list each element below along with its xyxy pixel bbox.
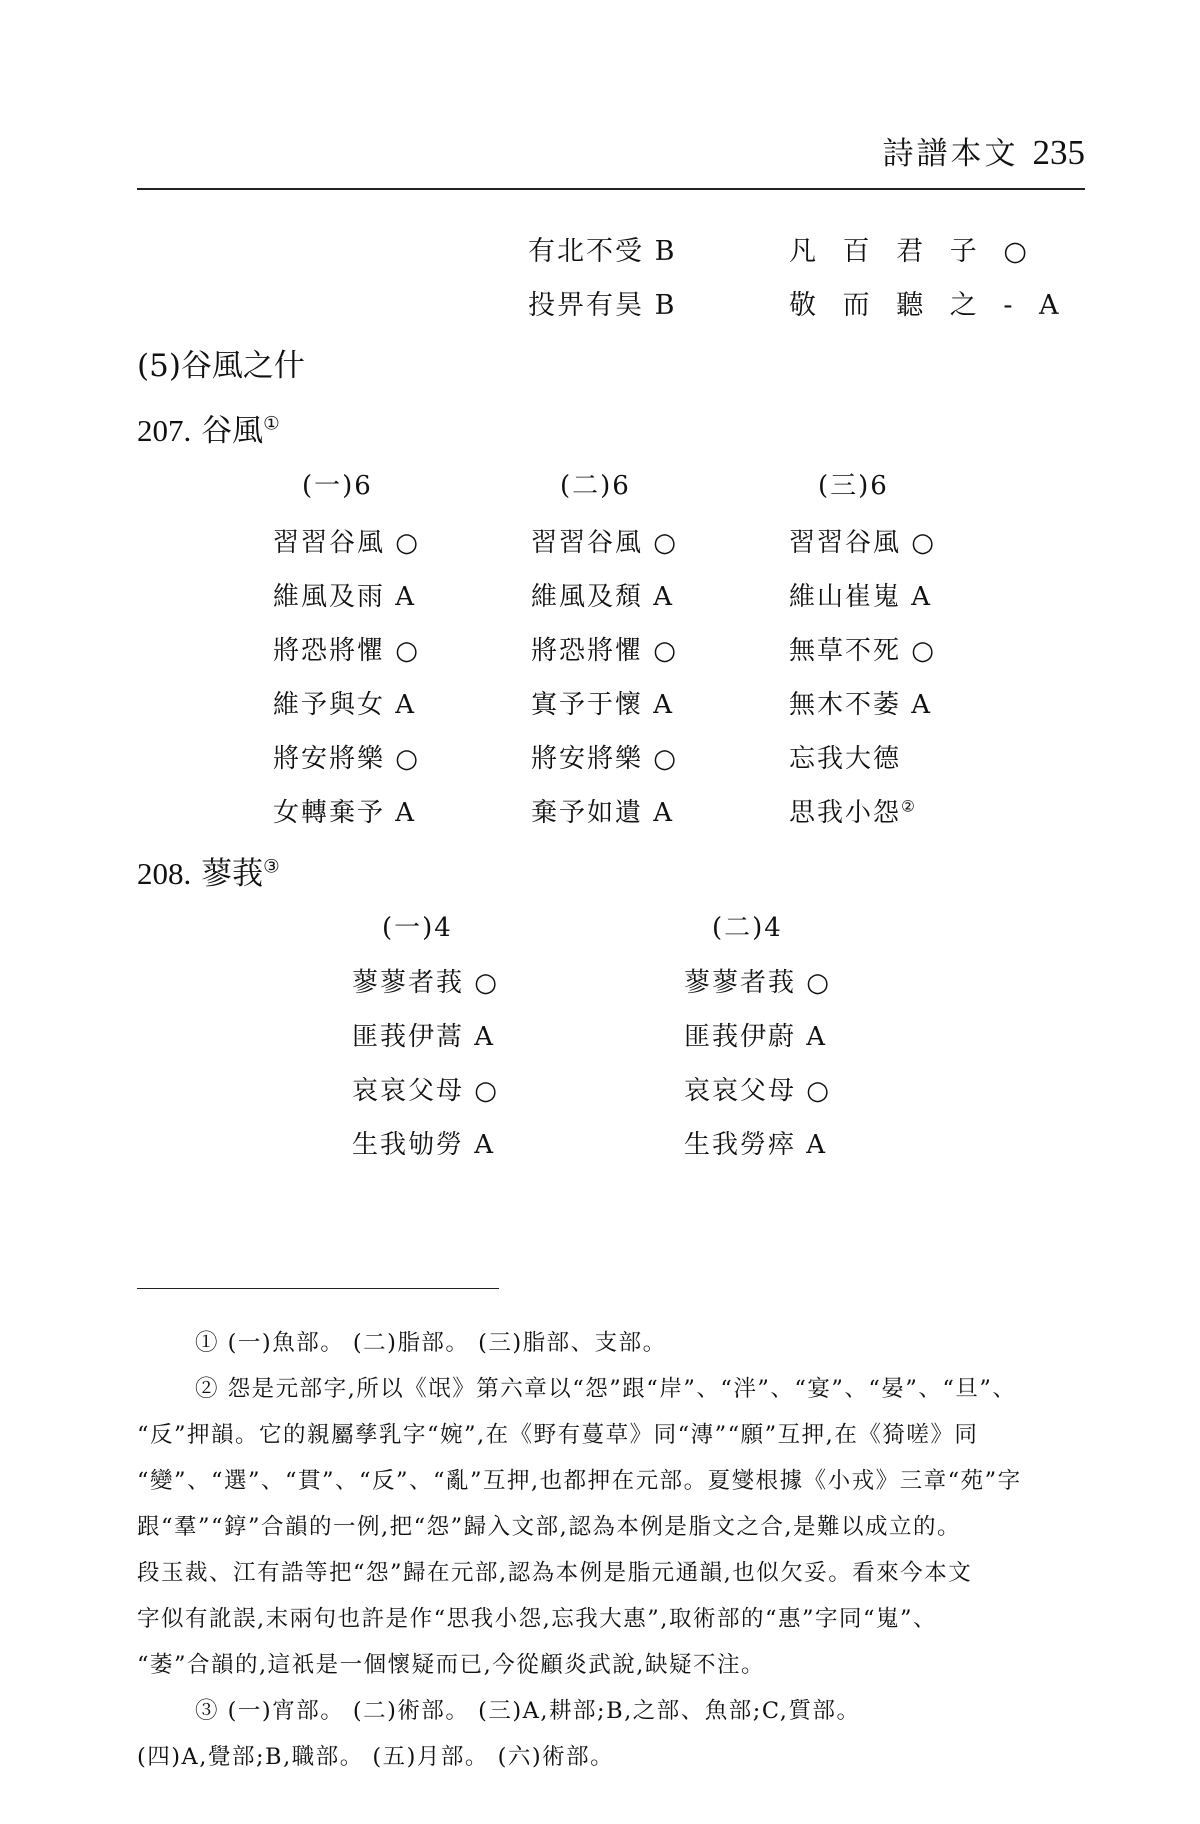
page-number: 235 bbox=[1032, 133, 1085, 172]
poem-208-s1-line-1: 蓼蓼者莪 ○ bbox=[352, 968, 499, 998]
poem-207-s3-line-5: 忘我大德 bbox=[789, 744, 902, 774]
poem-207-s3-line-3: 無草不死 ○ bbox=[789, 636, 936, 666]
footnote-2-line-1: ② 怨是元部字,所以《氓》第六章以“怨”跟“岸”、“泮”、“宴”、“晏”、“旦”、 bbox=[195, 1376, 1017, 1402]
poem-208-stanza-2-head: (二)4 bbox=[712, 913, 783, 943]
poem-208-number: 208. bbox=[137, 856, 192, 891]
poem-207-s2-line-2: 維風及頹 A bbox=[531, 582, 675, 612]
poem-207-title bbox=[137, 405, 280, 450]
prev-right-line-1: 凡 百 君 子 ○ bbox=[789, 236, 1036, 267]
poem-207-s3-line-4: 無木不萎 A bbox=[789, 690, 933, 720]
poem-207-s3-line-2: 維山崔嵬 A bbox=[789, 582, 933, 612]
footnote-ref-1: ① bbox=[263, 413, 280, 435]
footnote-3-line-2: (四)A,覺部;B,職部。 (五)月部。 (六)術部。 bbox=[137, 1744, 615, 1770]
poem-207-s2-line-3: 將恐將懼 ○ bbox=[531, 636, 678, 666]
prev-right-line-2: 敬 而 聽 之 - A bbox=[789, 290, 1068, 321]
poem-208-title bbox=[137, 848, 280, 893]
poem-207-stanza-3-head: (三)6 bbox=[818, 471, 889, 501]
prev-left-line-1: 有北不受 B bbox=[528, 236, 677, 267]
poem-207-name: 谷風 bbox=[201, 413, 264, 449]
footnote-2-line-7: “萎”合韻的,這祇是一個懷疑而已,今從顧炎武說,缺疑不注。 bbox=[137, 1652, 765, 1678]
footnote-2-line-5: 段玉裁、江有誥等把“怨”歸在元部,認為本例是脂元通韻,也似欠妥。看來今本文 bbox=[137, 1560, 973, 1586]
poem-208-s2-line-4: 生我勞瘁 A bbox=[684, 1130, 828, 1160]
footnote-ref-3: ③ bbox=[263, 856, 280, 878]
footnote-1: ① (一)魚部。 (二)脂部。 (三)脂部、支部。 bbox=[195, 1330, 667, 1356]
poem-207-s3-line-6 bbox=[789, 792, 917, 829]
poem-208-s2-line-3: 哀哀父母 ○ bbox=[684, 1076, 831, 1106]
poem-208-name: 蓼莪 bbox=[201, 856, 264, 892]
poem-207-s3-line-6-text: 思我小怨 bbox=[789, 798, 902, 828]
poem-207-s2-line-4: 寘予于懷 A bbox=[531, 690, 675, 720]
footnote-2-line-3: “變”、“選”、“貫”、“反”、“亂”互押,也都押在元部。夏燮根據《小戎》三章“苑”字 bbox=[137, 1468, 1022, 1494]
poem-207-number: 207. bbox=[137, 413, 192, 448]
poem-208-stanza-1-head: (一)4 bbox=[382, 913, 453, 943]
poem-208-s1-line-3: 哀哀父母 ○ bbox=[352, 1076, 499, 1106]
header-title: 詩譜本文 bbox=[882, 136, 1019, 172]
poem-207-s1-line-3: 將恐將懼 ○ bbox=[273, 636, 420, 666]
poem-207-s1-line-5: 將安將樂 ○ bbox=[273, 744, 420, 774]
poem-208-s2-line-1: 蓼蓼者莪 ○ bbox=[684, 968, 831, 998]
poem-207-stanza-1-head: (一)6 bbox=[302, 471, 373, 501]
poem-207-stanza-2-head: (二)6 bbox=[560, 471, 631, 501]
poem-207-s2-line-1: 習習谷風 ○ bbox=[531, 528, 678, 558]
footnote-ref-2: ② bbox=[901, 797, 917, 816]
header-rule bbox=[137, 188, 1085, 190]
footnote-2-line-2: “反”押韻。它的親屬孳乳字“婉”,在《野有蔓草》同“漙”“願”互押,在《猗嗟》同 bbox=[137, 1422, 979, 1448]
poem-207-s2-line-6: 棄予如遺 A bbox=[531, 798, 675, 828]
poem-207-s1-line-2: 維風及雨 A bbox=[273, 582, 417, 612]
footnote-2-line-4: 跟“羣”“錞”合韻的一例,把“怨”歸入文部,認為本例是脂文之合,是難以成立的。 bbox=[137, 1514, 961, 1540]
poem-207-s1-line-4: 維予與女 A bbox=[273, 690, 417, 720]
running-header bbox=[0, 128, 1085, 173]
footnote-rule bbox=[137, 1288, 499, 1289]
poem-207-s1-line-6: 女轉棄予 A bbox=[273, 798, 417, 828]
poem-207-s2-line-5: 將安將樂 ○ bbox=[531, 744, 678, 774]
poem-208-s1-line-4: 生我劬勞 A bbox=[352, 1130, 496, 1160]
footnote-2-line-6: 字似有訛誤,末兩句也許是作“思我小怨,忘我大惠”,取術部的“惠”字同“嵬”、 bbox=[137, 1606, 937, 1632]
prev-left-line-2: 投畀有昊 B bbox=[528, 290, 677, 321]
section-heading: (5)谷風之什 bbox=[137, 348, 305, 384]
poem-208-s1-line-2: 匪莪伊蒿 A bbox=[352, 1022, 496, 1052]
footnote-3-line-1: ③ (一)宵部。 (二)術部。 (三)A,耕部;B,之部、魚部;C,質部。 bbox=[195, 1698, 861, 1724]
poem-208-s2-line-2: 匪莪伊蔚 A bbox=[684, 1022, 828, 1052]
poem-207-s1-line-1: 習習谷風 ○ bbox=[273, 528, 420, 558]
poem-207-s3-line-1: 習習谷風 ○ bbox=[789, 528, 936, 558]
